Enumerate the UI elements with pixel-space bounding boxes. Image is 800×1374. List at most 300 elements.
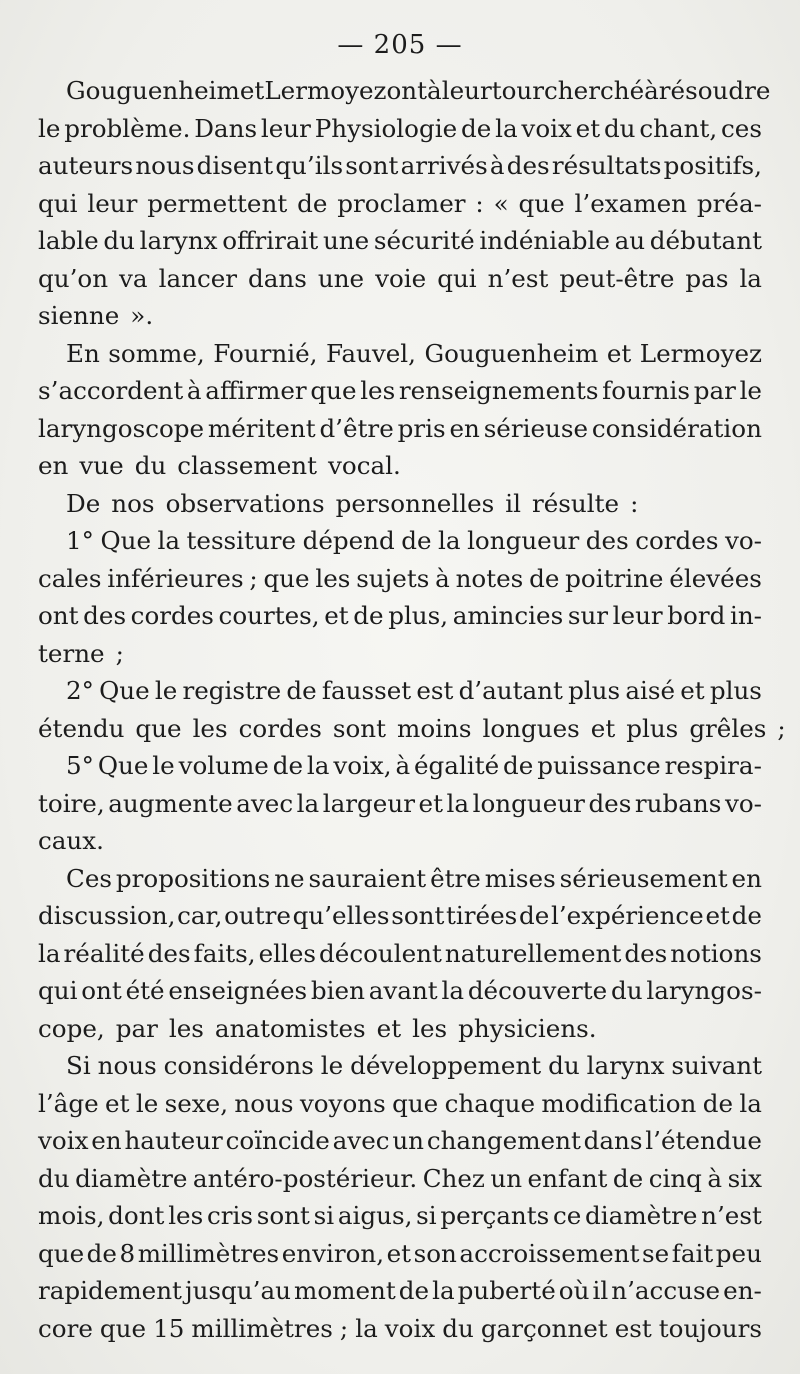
- word: en: [731, 863, 762, 893]
- word: la: [296, 788, 320, 818]
- word: d’être: [319, 413, 394, 443]
- word: le: [135, 1088, 159, 1118]
- word: Fauvel,: [325, 338, 416, 368]
- word: égalité: [414, 751, 500, 780]
- text-line: [38, 1235, 762, 1273]
- word: discussion,: [38, 901, 176, 930]
- word: positifs,: [663, 151, 762, 180]
- word: classement: [177, 451, 317, 480]
- word: à: [395, 751, 411, 780]
- word: sont: [345, 151, 399, 180]
- text-line: [38, 1310, 762, 1348]
- word: ont: [81, 976, 122, 1005]
- word: Gouguenheim: [424, 338, 599, 368]
- word: des: [506, 151, 550, 180]
- word: leur: [87, 188, 138, 218]
- page-number: — 205 —: [337, 30, 463, 60]
- word: il: [505, 488, 521, 518]
- word: in-: [729, 601, 762, 630]
- word: aigus,: [337, 1201, 413, 1230]
- word: les: [168, 1201, 204, 1230]
- word: antéro-postérieur.: [192, 1163, 418, 1193]
- word: toire,: [38, 788, 105, 818]
- word: hauteur: [124, 1126, 223, 1155]
- word: 15: [153, 1313, 185, 1343]
- word: n’est: [701, 1201, 762, 1230]
- word: affirmer: [205, 376, 307, 405]
- word: est: [614, 1313, 652, 1343]
- text-line: [38, 222, 762, 260]
- word: chaque: [444, 1088, 536, 1118]
- word: une: [322, 226, 370, 255]
- word: en-: [723, 1276, 762, 1305]
- word: n’accuse: [611, 1276, 721, 1305]
- word: voix: [38, 1126, 89, 1155]
- word: se: [642, 1238, 670, 1268]
- word: plus: [626, 713, 679, 743]
- text-line: [38, 672, 762, 710]
- word: que: [99, 1313, 147, 1343]
- word: peut-être: [559, 263, 675, 293]
- word: vocal.: [328, 451, 401, 480]
- word: du: [548, 1051, 580, 1080]
- word: considération: [591, 413, 762, 443]
- word: poitrine: [565, 563, 664, 593]
- text-line: [38, 1122, 762, 1160]
- word: cinq: [648, 1163, 702, 1193]
- word: sont: [391, 901, 445, 930]
- word: l’examen: [574, 188, 688, 218]
- word: et: [105, 1088, 130, 1118]
- word: ;: [777, 713, 786, 743]
- word: sujets: [356, 563, 430, 593]
- word: cris: [206, 1201, 253, 1230]
- word: de: [612, 1163, 644, 1193]
- word: les: [192, 713, 228, 743]
- word: que: [263, 563, 310, 593]
- word: observations: [165, 488, 325, 518]
- word: garçonnet: [480, 1313, 608, 1343]
- word: des: [588, 788, 632, 818]
- word: où: [558, 1276, 590, 1305]
- word: en: [91, 1126, 122, 1155]
- word: des: [624, 938, 668, 968]
- text-line: [38, 560, 762, 598]
- word: la: [157, 526, 181, 555]
- word: leur: [612, 601, 663, 630]
- word: des: [83, 601, 127, 630]
- text-line: [38, 410, 762, 448]
- word: ».: [130, 301, 154, 330]
- word: propositions: [115, 863, 271, 893]
- word: cordes: [130, 601, 214, 630]
- body-text: [38, 72, 786, 1347]
- word: élevées: [669, 563, 762, 593]
- word: va: [119, 263, 148, 293]
- word: lancer: [158, 263, 238, 293]
- word: lable: [38, 226, 99, 255]
- word: leur: [260, 113, 311, 143]
- word: proclamer: [337, 188, 466, 218]
- text-line: [38, 1085, 762, 1123]
- word: pris: [397, 413, 446, 443]
- word: au: [614, 226, 646, 255]
- word: l’expérience: [550, 901, 704, 930]
- word: inférieures: [107, 563, 244, 593]
- word: à: [644, 76, 659, 105]
- word: Fournié,: [213, 338, 318, 368]
- word: de: [86, 1238, 117, 1268]
- word: pas: [685, 263, 729, 293]
- word: vue: [79, 451, 124, 480]
- word: les: [360, 376, 396, 405]
- word: du: [134, 451, 167, 480]
- word: les: [168, 1013, 204, 1043]
- word: dans: [583, 1126, 643, 1155]
- word: si: [416, 1201, 437, 1230]
- word: voix,: [333, 751, 392, 780]
- word: «: [493, 188, 509, 218]
- word: que: [310, 376, 357, 405]
- word: disent: [196, 151, 274, 180]
- word: et: [324, 601, 349, 630]
- word: d’autant: [458, 676, 563, 705]
- word: nous: [135, 151, 195, 180]
- word: renseignements: [398, 376, 599, 405]
- word: n’est: [487, 263, 549, 293]
- word: toujours: [658, 1313, 762, 1343]
- text-line: [38, 447, 762, 485]
- text-line: [38, 747, 762, 785]
- word: notes: [455, 563, 524, 593]
- word: six: [727, 1163, 762, 1193]
- word: Physiologie: [314, 113, 458, 143]
- word: cordes: [238, 713, 322, 743]
- word: un: [392, 1126, 425, 1155]
- text-line: [38, 597, 762, 635]
- word: ce: [552, 1201, 582, 1230]
- word: Lermoyez: [264, 76, 387, 105]
- word: et: [590, 713, 616, 743]
- word: de: [401, 526, 432, 555]
- word: auteurs: [38, 151, 134, 180]
- word: grêles: [689, 713, 767, 743]
- word: de: [398, 1276, 430, 1305]
- word: modification: [541, 1088, 697, 1118]
- word: nos: [111, 488, 155, 518]
- word: courtes,: [218, 601, 320, 630]
- word: rubans: [634, 788, 722, 818]
- word: découlent: [319, 938, 442, 968]
- word: de: [353, 601, 384, 630]
- word: jusqu’au: [184, 1276, 291, 1305]
- word: longueur: [472, 788, 585, 818]
- word: la: [38, 938, 61, 968]
- text-line: [38, 485, 762, 523]
- word: et: [606, 338, 632, 368]
- text-line: [38, 1197, 762, 1235]
- word: cales: [38, 563, 102, 593]
- word: millimètres: [191, 1313, 333, 1343]
- word: dont: [108, 1201, 165, 1230]
- word: que: [135, 713, 182, 743]
- word: enfant: [527, 1163, 608, 1193]
- word: être: [430, 863, 481, 893]
- word: sérieuse: [483, 413, 589, 443]
- word: de: [702, 1088, 734, 1118]
- word: la: [739, 1088, 762, 1118]
- word: ont: [386, 76, 428, 105]
- word: puissance: [537, 751, 661, 780]
- word: environ,: [281, 1238, 385, 1268]
- word: cordes: [635, 526, 719, 555]
- word: avec: [332, 1126, 390, 1155]
- word: voie: [375, 263, 427, 293]
- word: par: [693, 376, 736, 405]
- word: son: [413, 1238, 457, 1268]
- word: ;: [115, 638, 124, 668]
- word: les: [412, 1013, 448, 1043]
- text-line: [38, 1160, 762, 1198]
- word: coïncide: [225, 1126, 330, 1155]
- word: En: [66, 338, 100, 368]
- word: de: [518, 901, 550, 930]
- word: avant: [368, 976, 438, 1005]
- word: développement: [350, 1051, 542, 1080]
- word: le: [154, 676, 178, 705]
- word: s’accordent: [38, 376, 184, 405]
- word: Chez: [422, 1163, 485, 1193]
- word: leur: [441, 76, 492, 105]
- word: 5°: [66, 751, 94, 780]
- text-line: [38, 785, 762, 823]
- word: ;: [249, 563, 258, 593]
- word: le: [739, 376, 762, 405]
- word: largeur: [322, 788, 415, 818]
- word: à: [427, 76, 442, 105]
- word: de: [503, 751, 534, 780]
- word: la: [355, 1313, 378, 1343]
- word: il: [592, 1276, 609, 1305]
- word: suivant: [671, 1051, 762, 1080]
- word: 8: [119, 1238, 136, 1268]
- word: la: [495, 113, 518, 143]
- word: en: [449, 413, 480, 443]
- word: qui: [437, 263, 477, 293]
- word: car,: [177, 901, 223, 930]
- word: peu: [715, 1238, 762, 1268]
- word: du: [38, 1163, 70, 1193]
- word: moins: [397, 713, 472, 743]
- text-line: [38, 297, 762, 335]
- word: accroissement: [459, 1238, 640, 1268]
- text-line: [38, 72, 771, 110]
- word: sont: [332, 713, 387, 743]
- word: et: [418, 788, 443, 818]
- text-line: [38, 972, 762, 1010]
- word: volume: [178, 751, 269, 780]
- word: tessiture: [186, 526, 297, 555]
- text-line: [38, 260, 762, 298]
- word: été: [125, 976, 165, 1005]
- word: la: [739, 263, 762, 293]
- word: du: [103, 226, 135, 255]
- word: préa-: [696, 188, 762, 218]
- word: 2°: [66, 676, 94, 705]
- word: faits,: [193, 938, 256, 968]
- text-line: [38, 1272, 762, 1310]
- word: nous: [97, 1051, 157, 1080]
- word: perçants: [440, 1201, 550, 1230]
- word: Gouguenheim: [66, 76, 240, 105]
- word: est: [416, 676, 454, 705]
- word: de: [272, 751, 304, 780]
- word: caux.: [38, 826, 104, 855]
- word: des: [585, 526, 629, 555]
- word: enseignées: [168, 976, 308, 1005]
- word: avec: [236, 788, 294, 818]
- word: sérieusement: [559, 863, 728, 893]
- word: bien: [310, 976, 365, 1005]
- word: notions: [670, 938, 762, 968]
- word: plus,: [388, 601, 449, 630]
- word: un: [490, 1163, 523, 1193]
- word: mois,: [38, 1201, 105, 1230]
- word: des: [147, 938, 191, 968]
- word: Lermoyez: [639, 338, 762, 368]
- word: core: [38, 1313, 93, 1343]
- word: en: [38, 451, 69, 480]
- word: et: [386, 1238, 412, 1268]
- word: arrivés: [400, 151, 488, 180]
- word: vo-: [724, 788, 762, 818]
- word: le: [320, 1051, 344, 1080]
- word: amincies: [452, 601, 564, 630]
- word: à: [489, 151, 505, 180]
- word: le: [152, 751, 175, 780]
- text-line: [38, 372, 762, 410]
- word: méritent: [207, 413, 316, 443]
- word: Ces: [66, 863, 112, 893]
- word: longues: [482, 713, 580, 743]
- word: respira-: [664, 751, 762, 780]
- word: fournis: [602, 376, 691, 405]
- text-line: [38, 635, 762, 673]
- word: Si: [66, 1051, 91, 1080]
- word: augmente: [108, 788, 233, 818]
- word: diamètre: [75, 1163, 188, 1193]
- text-line: [38, 897, 762, 935]
- word: étendu: [38, 713, 125, 743]
- word: réalité: [63, 938, 145, 968]
- word: de: [297, 188, 328, 218]
- word: l’étendue: [645, 1126, 762, 1155]
- word: voyons: [299, 1088, 386, 1118]
- word: offrirait: [222, 226, 319, 255]
- word: la: [441, 976, 465, 1005]
- word: moment: [294, 1276, 396, 1305]
- word: cope,: [38, 1013, 105, 1043]
- word: le: [38, 113, 61, 143]
- word: aisé: [625, 676, 676, 705]
- word: à: [186, 376, 202, 405]
- word: découverte: [467, 976, 608, 1005]
- word: mises: [484, 863, 556, 893]
- word: Dans: [194, 113, 258, 143]
- word: problème.: [64, 113, 191, 143]
- word: qu’elles: [292, 901, 390, 930]
- word: vo-: [724, 526, 762, 555]
- word: somme,: [108, 338, 205, 368]
- word: débutant: [649, 226, 762, 255]
- word: fausset: [321, 676, 412, 705]
- text-line: [38, 147, 762, 185]
- word: ces: [720, 113, 762, 143]
- text-line: [38, 1010, 762, 1048]
- word: sur: [567, 601, 609, 630]
- word: laryngoscope: [38, 413, 205, 443]
- word: et: [680, 676, 705, 705]
- word: sécurité: [373, 226, 475, 255]
- word: ont: [38, 601, 79, 630]
- word: que: [38, 1238, 85, 1268]
- text-line: [38, 335, 762, 373]
- word: qui: [38, 976, 78, 1005]
- word: la: [446, 788, 470, 818]
- word: et: [239, 76, 265, 105]
- word: rapidement: [38, 1276, 182, 1305]
- word: terne: [38, 638, 105, 668]
- word: sauraient: [308, 863, 427, 893]
- word: de: [286, 676, 317, 705]
- word: résultats: [551, 151, 662, 180]
- word: à: [435, 563, 450, 593]
- word: dépend: [302, 526, 395, 555]
- word: permettent: [147, 188, 288, 218]
- word: de: [529, 563, 560, 593]
- word: par: [115, 1013, 158, 1043]
- word: elles: [258, 938, 317, 968]
- word: Que: [99, 676, 150, 705]
- word: fait: [671, 1238, 714, 1268]
- word: de: [460, 113, 492, 143]
- word: l’âge: [38, 1088, 99, 1118]
- word: dans: [248, 263, 307, 293]
- word: anatomistes: [214, 1013, 366, 1043]
- word: 1°: [66, 526, 94, 555]
- text-line: [38, 822, 762, 860]
- word: Que: [100, 526, 151, 555]
- word: millimètres: [137, 1238, 280, 1268]
- word: :: [475, 188, 484, 218]
- word: à: [707, 1163, 723, 1193]
- word: une: [317, 263, 365, 293]
- word: et: [376, 1013, 402, 1043]
- word: voix: [384, 1313, 436, 1343]
- word: outre: [224, 901, 291, 930]
- word: longueur: [467, 526, 580, 555]
- word: diamètre: [585, 1201, 698, 1230]
- word: plus: [709, 676, 762, 705]
- text-line: [38, 185, 762, 223]
- word: la: [306, 751, 330, 780]
- text-line: [38, 860, 762, 898]
- word: si: [313, 1201, 335, 1230]
- word: du: [442, 1313, 474, 1343]
- word: :: [630, 488, 639, 518]
- text-line: [38, 1047, 762, 1085]
- word: changement: [426, 1126, 581, 1155]
